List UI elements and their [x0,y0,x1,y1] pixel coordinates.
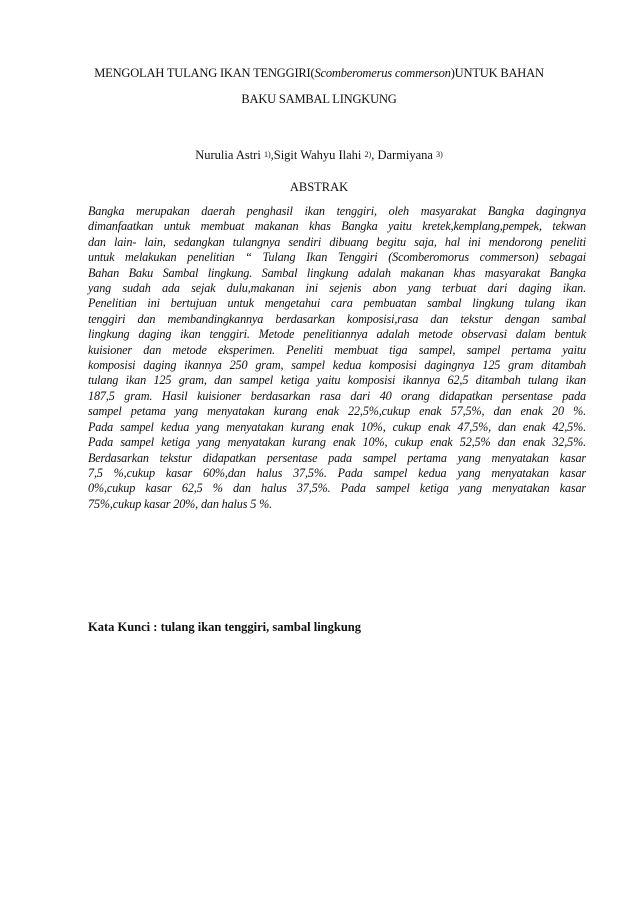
abstract-line: sampel petama yang menyatakan kurang enak 22,5%,cukup enak 57,5%, dan enak 20 %. [88,404,586,419]
abstract-line: 187,5 gram. Hasil kuisioner berdasarkan rasa dari 40 orang didapatkan persentase pada [88,388,586,403]
abstract-line: 7,5 %,cukup kasar 60%,dan halus 37,5%. Pada sampel kedua yang menyatakan kasar [88,465,586,480]
author-1: Nurulia Astri [195,148,261,162]
abstract-heading: ABSTRAK [289,180,349,194]
abstract-line: dan lain- lain, sedangkan tulangnya sendiri dibuang begitu saja, hal ini mendorong peneliti [88,234,586,249]
title-line-2: BAKU SAMBAL LINGKUNG [241,92,397,106]
abstract-line: 0%,cukup kasar 62,5 % dan halus 37,5%. Pada sampel ketiga yang menyatakan kasar [88,481,586,496]
abstract-line: yang sudah ada sejak dulu,makanan ini sejenis abon yang terbuat dari daging ikan. [88,281,586,296]
paper-title [80,60,558,112]
keywords: Kata Kunci : tulang ikan tenggiri, sambal lingkung [88,620,361,634]
abstract-line: Bangka merupakan daerah penghasil ikan tenggiri, oleh masyarakat Bangka dagingnya [88,204,586,218]
abstract-line: Penelitian ini bertujuan untuk mengetahui cara pembuatan sambal lingkung tulang ikan [88,296,586,311]
abstract-line: Pada sampel kedua yang menyatakan kurang enak 10%, cukup enak 47,5%, dan enak 42,5%. [88,419,586,434]
abstract-line: dimanfaatkan untuk membuat makanan khas Bangka yaitu kretek,kemplang,pempek, tekwan [88,219,586,234]
author-1-affiliation: 1) [263,150,271,159]
abstract-line: tulang ikan 125 gram, dan sampel ketiga yaitu komposisi ikannya 62,5 ditambah tulang ikan [88,373,586,388]
title-species-name: Scomberomerus commerson [314,66,451,80]
abstract-line: Bahan Baku Sambal lingkung. Sambal lingkung adalah makanan khas masyarakat Bangka [88,265,586,280]
abstract-line: untuk melakukan penelitian “ Tulang Ikan Tenggiri (Scomberomorus commerson) sebagai [88,250,586,265]
abstract-line: kuisioner dan metode eksperimen. Peneliti membuat tiga sampel, sampel pertama yaitu [88,342,586,357]
author-list [0,148,638,163]
abstract-line: komposisi daging ikannya 250 gram, sampel kedua komposisi dagingnya 125 gram ditambah [88,358,586,373]
abstract-line: Berdasarkan tekstur didapatkan persentase pada sampel pertama yang menyatakan kasar [88,450,586,465]
author-3: , Darmiyana [371,148,433,162]
title-line-1 [80,60,558,86]
abstract-line: 75%,cukup kasar 20%, dan halus 5 %. [88,496,272,511]
title-suffix: )UNTUK BAHAN [450,66,544,80]
abstract-body [88,204,586,512]
title-prefix: MENGOLAH TULANG IKAN TENGGIRI( [94,66,315,80]
author-2: ,Sigit Wahyu Ilahi [270,148,362,162]
abstract-line: tenggiri dan membandingkannya berdasarkan komposisi,rasa dan tekstur dengan sambal [88,311,586,326]
author-2-affiliation: 2) [364,150,372,159]
author-3-affiliation: 3) [436,150,443,159]
abstract-line: lingkung daging ikan tenggiri. Metode penelitiannya adalah metode observasi dalam bentuk [88,327,586,342]
abstract-line: Pada sampel ketiga yang menyatakan kurang enak 10%, cukup enak 52,5% dan enak 32,5%. [88,435,586,450]
